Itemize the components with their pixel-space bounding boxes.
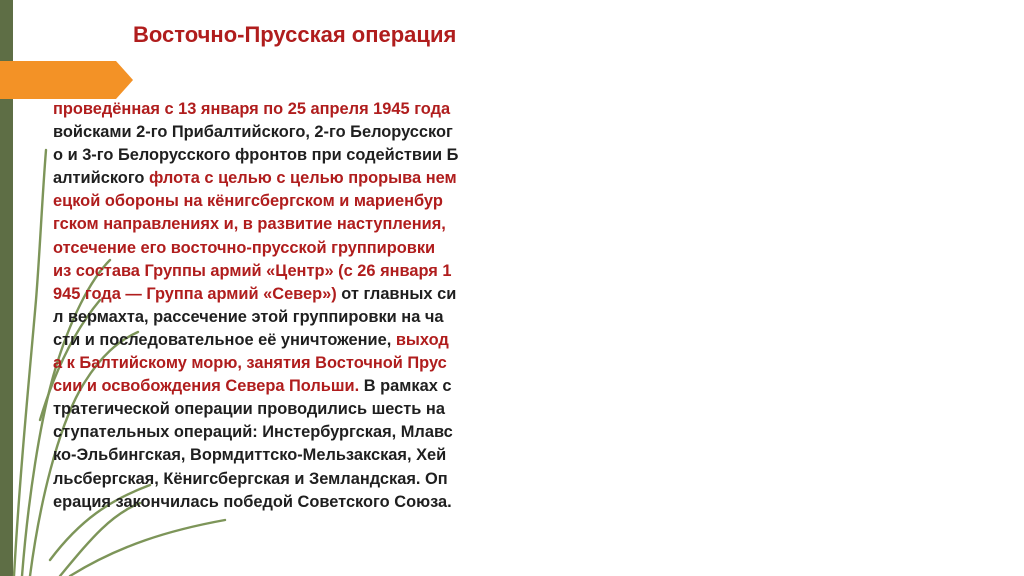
body-line bbox=[53, 192, 443, 210]
highlighted-text: отсечение его восточно-прусской группировки bbox=[53, 238, 436, 257]
highlighted-text: а к Балтийскому морю, занятия Восточной Прус bbox=[53, 354, 447, 373]
body-line bbox=[53, 169, 457, 187]
body-segment: сти и последовательное её уничтожение, bbox=[53, 330, 396, 349]
stem-line-5 bbox=[60, 503, 140, 576]
highlighted-text: выход bbox=[395, 330, 449, 349]
body-segment: войсками 2-го Прибалтийского, 2-го Белорусског bbox=[53, 123, 453, 142]
body-line bbox=[53, 470, 448, 488]
highlighted-text: из состава Группы армий «Центр» (с 26 января 1 bbox=[53, 261, 452, 280]
body-line bbox=[53, 331, 449, 349]
highlighted-text: сии и освобождения Севера Польши. bbox=[53, 377, 360, 396]
body-segment: о и 3-го Белорусского фронтов при содействии Б bbox=[53, 146, 459, 165]
body-line bbox=[53, 377, 451, 395]
body-line bbox=[53, 123, 453, 141]
body-segment: ерация закончилась победой Советского Союза. bbox=[53, 492, 452, 511]
body-line bbox=[53, 400, 445, 418]
body-line bbox=[53, 446, 446, 464]
body-segment: от главных си bbox=[336, 284, 457, 303]
body-line bbox=[53, 354, 447, 372]
highlighted-text: гском направлениях и, в развитие наступления, bbox=[53, 215, 446, 234]
body-segment: ступательных операций: Инстербургская, Млавс bbox=[53, 423, 453, 442]
body-line bbox=[53, 239, 435, 257]
highlighted-text: ецкой обороны на кёнигсбергском и мариенбур bbox=[53, 192, 443, 211]
body-segment: ко-Эльбингская, Вормдиттско-Мельзакская, Хей bbox=[53, 446, 447, 465]
body-line bbox=[53, 493, 452, 511]
body-segment: л вермахта, рассечение этой группировки на ча bbox=[53, 307, 444, 326]
body-segment: В рамках с bbox=[359, 377, 452, 396]
body-line bbox=[53, 146, 458, 164]
highlighted-text: проведённая с 13 января по 25 апреля 1945 года bbox=[53, 100, 451, 118]
slide-body-text bbox=[53, 98, 553, 514]
highlighted-text: 945 года — Группа армий «Север») bbox=[53, 284, 337, 303]
stem-line-6 bbox=[70, 520, 225, 576]
slide-title: Восточно-Прусская операция bbox=[133, 22, 457, 47]
body-line bbox=[53, 262, 452, 280]
body-line bbox=[53, 100, 450, 118]
body-segment: льсбергская, Кёнигсбергская и Земландская. Оп bbox=[53, 469, 448, 488]
body-line bbox=[53, 308, 444, 326]
body-segment: алтийского bbox=[53, 169, 149, 188]
body-line bbox=[53, 423, 453, 441]
body-line bbox=[53, 285, 456, 303]
body-line bbox=[53, 215, 446, 233]
highlighted-text: флота с целью с целью прорыва нем bbox=[149, 169, 457, 188]
body-segment: тратегической операции проводились шесть на bbox=[53, 400, 445, 419]
orange-pentagon-arrow-icon bbox=[0, 61, 133, 99]
